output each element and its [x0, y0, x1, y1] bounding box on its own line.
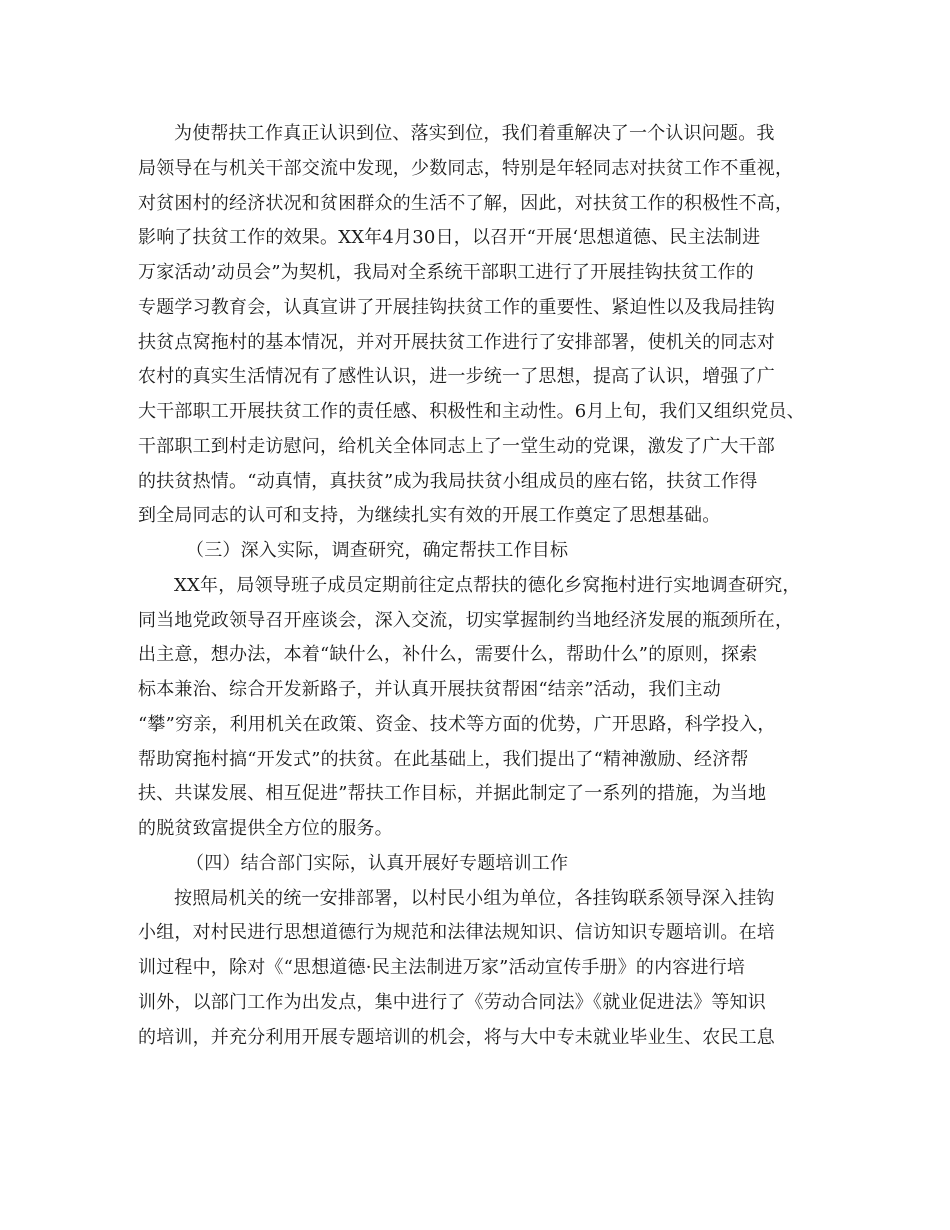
- paragraph-line: 农村的真实生活情况有了感性认识，进一步统一了思想，提高了认识，增强了广: [138, 366, 775, 388]
- paragraph-line: 训外，以部门工作为出发点，集中进行了《劳动合同法》《就业促进法》等知识: [138, 991, 766, 1013]
- paragraph-line: 出主意，想办法，本着“缺什么，补什么，需要什么，帮助什么”的原则，探索: [138, 644, 758, 666]
- paragraph-line: 专题学习教育会，认真宣讲了开展挂钩扶贫工作的重要性、紧迫性以及我局挂钩: [138, 296, 775, 318]
- paragraph-line: 扶、共谋发展、相互促进”帮扶工作目标，并据此制定了一系列的措施，为当地: [138, 783, 767, 805]
- paragraph-line: 为使帮扶工作真正认识到位、落实到位，我们着重解决了一个认识问题。我: [174, 123, 775, 144]
- section-heading: （三）深入实际，调查研究，确定帮扶工作目标: [186, 540, 569, 561]
- document-body: [138, 117, 828, 1055]
- paragraph-line: 扶贫点窝拖村的基本情况，并对开展扶贫工作进行了安排部署，使机关的同志对: [138, 331, 775, 353]
- paragraph-line: 标本兼治、综合开发新路子，并认真开展扶贫帮困“结亲”活动，我们主动: [138, 679, 722, 700]
- paragraph-line: 同当地党政领导召开座谈会，深入交流，切实掌握制约当地经济发展的瓶颈所在，: [138, 609, 794, 631]
- paragraph-line: 的脱贫致富提供全方位的服务。: [138, 818, 393, 839]
- paragraph-line: XX年，局领导班子成员定期前往定点帮扶的德化乡窝拖村进行实地调查研究，: [174, 574, 801, 596]
- section-heading: （四）结合部门实际，认真开展好专题培训工作: [186, 852, 569, 874]
- paragraph-line: 按照局机关的统一安排部署，以村民小组为单位，各挂钩联系领导深入挂钩: [174, 887, 775, 909]
- paragraph-line: 小组，对村民进行思想道德行为规范和法律法规知识、信访知识专题培训。在培: [138, 922, 775, 944]
- paragraph-line: 局领导在与机关干部交流中发现，少数同志，特别是年轻同志对扶贫工作不重视，: [138, 157, 794, 179]
- paragraph-line: 的培训，并充分利用开展专题培训的机会，将与大中专未就业毕业生、农民工息: [138, 1026, 775, 1048]
- paragraph-line: 训过程中，除对《“思想道德·民主法制进万家”活动宣传手册》的内容进行培: [138, 957, 746, 978]
- paragraph-line: 万家活动’动员会”为契机，我局对全系统干部职工进行了开展挂钩扶贫工作的: [138, 262, 754, 283]
- paragraph-line: 帮助窝拖村搞“开发式”的扶贫。在此基础上，我们提出了“精神激励、经济帮: [138, 748, 749, 770]
- paragraph-line: 影响了扶贫工作的效果。XX年4月30日，以召开“开展‘思想道德、民主法制进: [138, 227, 761, 249]
- paragraph-line: 干部职工到村走访慰问，给机关全体同志上了一堂生动的党课，激发了广大干部: [138, 435, 775, 457]
- paragraph-line: “攀”穷亲，利用机关在政策、资金、技术等方面的优势，广开思路，科学投入，: [138, 713, 776, 735]
- paragraph-line: 到全局同志的认可和支持，为继续扎实有效的开展工作奠定了思想基础。: [138, 505, 721, 527]
- paragraph-line: 大干部职工开展扶贫工作的责任感、积极性和主动性。6月上旬，我们又组织党员、: [138, 401, 805, 422]
- paragraph-line: 对贫困村的经济状况和贫困群众的生活不了解，因此，对扶贫工作的积极性不高，: [138, 192, 794, 214]
- paragraph-line: 的扶贫热情。“动真情，真扶贫”成为我局扶贫小组成员的座右铭，扶贫工作得: [138, 470, 758, 492]
